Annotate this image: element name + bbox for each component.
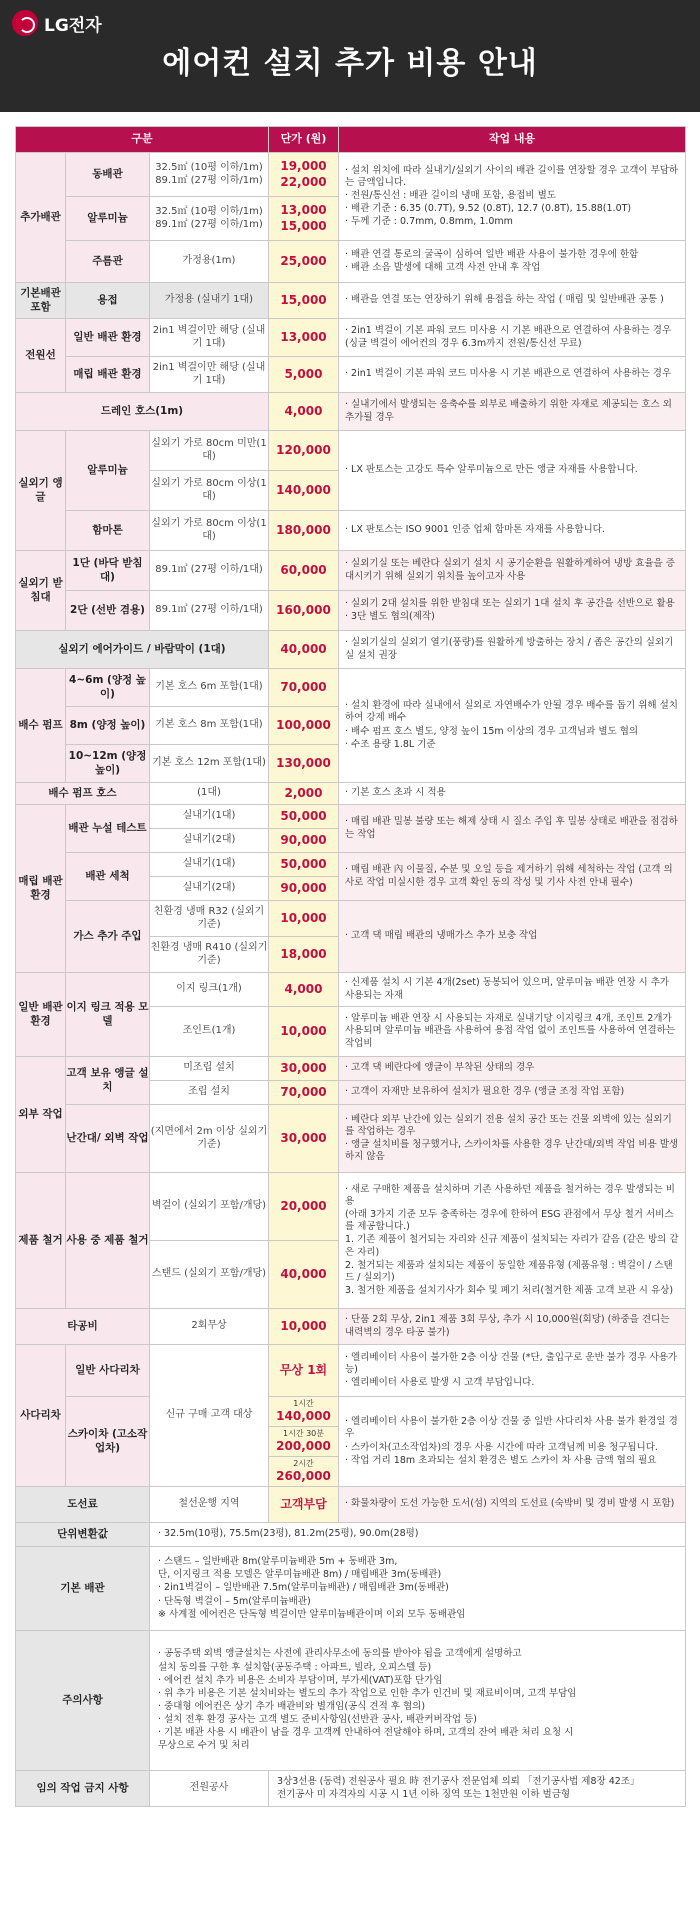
desc-line: · 앵글 설치비를 청구했거나, 스카이차를 사용한 경우 난간대/외벽 작업 비용 발생하지 않음	[345, 1139, 679, 1163]
price-cell: 50,000	[269, 805, 339, 829]
price-cell: 무상 1회	[269, 1345, 339, 1397]
desc-line: · 단독형 벽걸이 – 5m(알루미늄배관)	[158, 1595, 311, 1607]
desc-line: · 위 추가 비용은 기본 설치비와는 별도의 추가 작업으로 인한 추가 인건비 및 재료비이며, 고객 부담임	[158, 1687, 577, 1699]
desc-line: · 중대형 에어컨은 상기 추가 배관비와 별개임(공식 견적 후 협의)	[158, 1701, 426, 1712]
group-label: 실외기 앵글	[16, 431, 66, 551]
desc-cell	[339, 669, 686, 783]
spec-cell: 철선운행 지역	[150, 1487, 269, 1523]
desc-cell: · 알루미늄 배관 연장 시 사용되는 자재로 실내기당 이지링크 4개, 조인트 2개가 사용되며 알루미늄 배관을 사용하여 용접 작업 없이 조인트를 사용하여 연결하는 작업비	[339, 1007, 686, 1057]
spec-cell: 2in1 벽걸이만 해당 (실내기 1대)	[150, 319, 269, 357]
spec-cell: 실내기(2대)	[150, 829, 269, 853]
item-label: 도선료	[16, 1487, 150, 1523]
spec-cell: 가정용(1m)	[150, 241, 269, 283]
spec-cell: 조립 설치	[150, 1081, 269, 1105]
price-cell: 15,000	[269, 283, 339, 319]
spec-cell: 89.1㎡ (27평 이하/1대)	[150, 551, 269, 591]
desc-line: · 설치 전후 환경 공사는 고객 별도 준비사항임(선반관 공사, 배관커버작업 등)	[158, 1714, 477, 1726]
desc-cell: · 2in1 벽걸이 기본 파워 코드 미사용 시 기본 배관으로 연결하여 사용하는 경우	[339, 357, 686, 393]
table-row	[16, 1771, 686, 1807]
table-row	[16, 319, 686, 357]
desc-line: · 배관 연결 통로의 굴곡이 심하여 일반 배관 사용이 불가한 경우에 한함	[345, 248, 639, 260]
desc-cell: · 단품 2회 무상, 2in1 제품 3회 무상, 추가 시 10,000원(회당) (하중을 견디는 내력벽의 경우 타공 불가)	[339, 1309, 686, 1345]
price-line: 140,000	[276, 1408, 331, 1423]
header-category: 구분	[16, 127, 269, 153]
sub-label: 난간대/ 외벽 작업	[66, 1105, 150, 1173]
sub-label: 고객 보유 앵글 설치	[66, 1057, 150, 1105]
desc-cell: · 배관을 연결 또는 연장하기 위해 용접을 하는 작업 ( 매립 및 일반배관 공통 )	[339, 283, 686, 319]
desc-line: · 엘리베이터 사용로 발생 시 고객 부담입니다.	[345, 1377, 535, 1389]
price-cell	[269, 197, 339, 241]
full-desc: · 32.5m(10평), 75.5m(23평), 81.2m(25평), 90.0m(28평)	[150, 1523, 686, 1547]
desc-cell: · 신제품 설치 시 기본 4개(2set) 동봉되어 있으며, 알루미늄 배관 연장 시 추가 사용되는 자재	[339, 973, 686, 1007]
lg-logo	[12, 10, 102, 36]
desc-line: 3. 철거한 제품을 설치기사가 회수 및 폐기 처리(철거한 제품 고객 보관 시 유상)	[345, 1285, 674, 1297]
desc-line: · 엘리베이터 사용이 불가한 2층 이상 건물 (*단, 출입구로 운반 불가 경우 사용가능)	[345, 1351, 678, 1375]
sub-label: 배수 펌프 호스	[16, 783, 150, 805]
desc-line: · 전원/통신선 : 배관 길이의 냉매 포함, 용접비 별도	[345, 189, 556, 201]
desc-line: · 베란다 외부 난간에 있는 실외기 전용 설치 공간 또는 건물 외벽에 있는 실외기를 작업하는 경우	[345, 1113, 672, 1137]
spec-cell: 미조립 설치	[150, 1057, 269, 1081]
table-row	[16, 853, 686, 877]
price-cell: 4,000	[269, 973, 339, 1007]
price-cell: 30,000	[269, 1057, 339, 1081]
price-line: 19,000	[280, 159, 327, 174]
table-row	[16, 973, 686, 1007]
table-row	[16, 1057, 686, 1081]
sub-label: 2단 (선반 겸용)	[66, 591, 150, 631]
price-cell	[269, 1457, 339, 1487]
group-label: 일반 배관 환경	[16, 973, 66, 1057]
desc-cell: · 고객 댁 매립 배관의 냉매가스 추가 보충 작업	[339, 901, 686, 973]
sub-label: 이지 링크 적용 모델	[66, 973, 150, 1057]
brand-name: LG전자	[44, 15, 102, 36]
lg-logo-icon	[12, 10, 38, 36]
price-cell: 70,000	[269, 669, 339, 707]
price-cell: 10,000	[269, 1007, 339, 1057]
desc-line: · 배수 펌프 호스 별도, 양정 높이 15m 이상의 경우 고객님과 별도 협의	[345, 725, 639, 737]
spec-cell: 2회무상	[150, 1309, 269, 1345]
spec-cell: 2in1 벽걸이만 해당 (실내기 1대)	[150, 357, 269, 393]
desc-line: (아래 3가지 기준 모두 충족하는 경우에 한하여 ESG 관점에서 무상 철거 서비스를 제공합니다.)	[345, 1209, 674, 1233]
desc-line: 3상3선용 (동력) 전원공사 필요 時 전기공사 전문업체 의뢰 「전기공사법 제8장 42조」	[277, 1776, 640, 1787]
price-cell: 140,000	[269, 471, 339, 511]
desc-line: 단, 이지링크 적용 모델은 알루미늄배관 8m) / 매립배관 3m(동배관)	[158, 1569, 442, 1581]
table-row	[16, 393, 686, 431]
price-cell: 180,000	[269, 511, 339, 551]
price-line: 260,000	[276, 1468, 331, 1483]
desc-cell: · LX 판토스는 ISO 9001 인증 업체 함마톤 자재를 사용합니다.	[339, 511, 686, 551]
price-line: 22,000	[280, 174, 327, 189]
desc-line: · 엘리베이터 사용이 불가한 2층 이상 건물 중 일반 사다리차 사용 불가 환경일 경우	[345, 1416, 678, 1440]
desc-cell: · 고객이 자재만 보유하여 설치가 필요한 경우 (앵글 조정 작업 포함)	[339, 1081, 686, 1105]
table-row	[16, 631, 686, 669]
spec-cell: 실외기 가로 80cm 이상(1대)	[150, 511, 269, 551]
sub-label: 용접	[66, 283, 150, 319]
group-label: 제품 철거	[16, 1173, 66, 1309]
sub-label: 동배관	[66, 153, 150, 197]
sub-label: 일반 사다리차	[66, 1345, 150, 1397]
spec-cell: 신규 구매 고객 대상	[150, 1345, 269, 1487]
spec-cell: 기본 호스 12m 포함(1대)	[150, 745, 269, 783]
sub-label: 10~12m (양정 높이)	[66, 745, 150, 783]
table-row	[16, 1105, 686, 1173]
spec-cell: 89.1㎡ (27평 이하/1대)	[150, 591, 269, 631]
price-cell: 10,000	[269, 1309, 339, 1345]
time-label: 2시간	[293, 1458, 314, 1468]
desc-line: · 설치 위치에 따라 실내기/실외기 사이의 배관 길이를 연장할 경우 고객이 부담하는 금액입니다.	[345, 164, 679, 188]
spec-cell: 기본 호스 8m 포함(1대)	[150, 707, 269, 745]
group-label: 배수 펌프	[16, 669, 66, 783]
price-cell: 18,000	[269, 937, 339, 973]
spec-line: 32.5㎡ (10평 이하/1m)	[155, 205, 263, 217]
page-header	[0, 0, 700, 112]
table-header	[16, 127, 686, 153]
time-label: 1시간 30분	[283, 1428, 324, 1438]
sub-label: 주름관	[66, 241, 150, 283]
desc-cell: · 매립 배관 內 이물질, 수분 및 오일 등을 제거하기 위해 세척하는 작업 (고객 의사로 작업 미실시한 경우 고객 확인 동의 작성 및 기사 사전 안내 필수)	[339, 853, 686, 901]
price-cell	[269, 1427, 339, 1457]
spec-cell: 스탠드 (실외기 포함/개당)	[150, 1241, 269, 1309]
table-row	[16, 283, 686, 319]
table-row	[16, 669, 686, 707]
price-cell: 40,000	[269, 631, 339, 669]
desc-cell	[339, 153, 686, 241]
price-cell	[269, 1397, 339, 1427]
spec-cell: (지면에서 2m 이상 실외기 기준)	[150, 1105, 269, 1173]
spec-cell: 친환경 냉매 R32 (실외기 기준)	[150, 901, 269, 937]
spec-cell: 기본 호스 6m 포함(1대)	[150, 669, 269, 707]
table-row	[16, 1173, 686, 1241]
sub-label: 스카이차 (고소작업차)	[66, 1397, 150, 1487]
price-cell: 90,000	[269, 877, 339, 901]
item-label: 기본 배관	[16, 1547, 150, 1631]
price-cell: 20,000	[269, 1173, 339, 1241]
price-cell: 120,000	[269, 431, 339, 471]
table-row	[16, 1487, 686, 1523]
group-label: 추가배관	[16, 153, 66, 283]
desc-line: 전기공사 미 자격자의 시공 시 1년 이하 징역 또는 1천만원 이하 벌금형	[277, 1789, 571, 1801]
group-label: 실외기 받침대	[16, 551, 66, 631]
spec-cell	[150, 197, 269, 241]
sub-label: 함마톤	[66, 511, 150, 551]
table-row	[16, 591, 686, 631]
spec-cell: 실내기(2대)	[150, 877, 269, 901]
desc-line: · 에어컨 설치 추가 비용은 소비자 부담이며, 부가세(VAT)포함 단가임	[158, 1674, 443, 1686]
sub-label: 알루미늄	[66, 197, 150, 241]
desc-line: 2. 철거되는 제품과 설치되는 제품이 동일한 제품유형 (제품유형 : 벽걸이 / 스탠드 / 실외기)	[345, 1259, 673, 1283]
table-row	[16, 241, 686, 283]
spec-cell: 전원공사	[150, 1771, 269, 1807]
sub-label: 배관 누설 테스트	[66, 805, 150, 853]
price-cell: 160,000	[269, 591, 339, 631]
header-work: 작업 내용	[339, 127, 686, 153]
desc-cell: · 기본 호스 초과 시 적용	[339, 783, 686, 805]
table-row	[16, 153, 686, 197]
desc-line: · 실외기 2대 설치를 위한 받침대 또는 실외기 1대 설치 후 공간을 선반으로 활용	[345, 597, 675, 609]
spec-cell: 벽걸이 (실외기 포함/개당)	[150, 1173, 269, 1241]
desc-cell	[339, 1397, 686, 1487]
desc-cell: · LX 판토스는 고강도 특수 알루미늄으로 만든 앵글 자재를 사용합니다.	[339, 431, 686, 511]
price-cell: 90,000	[269, 829, 339, 853]
price-cell	[269, 153, 339, 197]
desc-line: 설치 동의를 구한 후 설치함(공동주택 : 아파트, 빌라, 오피스텔 등)	[158, 1661, 432, 1673]
sub-label: 사용 중 제품 철거	[66, 1173, 150, 1309]
group-label: 전원선	[16, 319, 66, 393]
sub-label: 1단 (바닥 받침대)	[66, 551, 150, 591]
table-row	[16, 1397, 686, 1427]
item-label: 주의사항	[16, 1631, 150, 1771]
desc-line: · 3단 별도 협의(제작)	[345, 611, 435, 622]
spec-cell: 가정용 (실내기 1대)	[150, 283, 269, 319]
desc-line: · 스카이차(고소작업차)의 경우 사용 시간에 따라 고객님께 비용 청구됩니다.	[345, 1441, 658, 1453]
sub-label: 가스 추가 주입	[66, 901, 150, 973]
sub-label: 배관 세척	[66, 853, 150, 901]
desc-cell	[339, 1345, 686, 1397]
item-label: 타공비	[16, 1309, 150, 1345]
time-label: 1시간	[293, 1398, 314, 1408]
spec-cell	[150, 153, 269, 197]
desc-line: · 배관 소음 발생에 대해 고객 사전 안내 후 작업	[345, 262, 541, 273]
desc-cell: · 화물차량이 도선 가능한 도서(섬) 지역의 도선료 (숙박비 및 경비 발생 시 포함)	[339, 1487, 686, 1523]
desc-cell: · 매립 배관 밀봉 불량 또는 해제 상태 시 질소 주입 후 밀봉 상태로 배관을 점검하는 작업	[339, 805, 686, 853]
item-label: 임의 작업 금지 사항	[16, 1771, 150, 1807]
table-row	[16, 1309, 686, 1345]
desc-line: · 두께 기준 : 0.7mm, 0.8mm, 1.0mm	[345, 216, 513, 228]
price-cell: 40,000	[269, 1241, 339, 1309]
price-cell: 13,000	[269, 319, 339, 357]
spec-cell: 실내기(1대)	[150, 853, 269, 877]
price-cell: 130,000	[269, 745, 339, 783]
desc-line: 무상으로 수거 및 처리	[158, 1740, 250, 1752]
spec-cell: 이지 링크(1개)	[150, 973, 269, 1007]
spec-cell: 조인트(1개)	[150, 1007, 269, 1057]
price-cell: 2,000	[269, 783, 339, 805]
page-title: 에어컨 설치 추가 비용 안내	[162, 46, 538, 81]
desc-line: · 공동주택 외벽 앵글설치는 사전에 관리사무소에 동의를 받아야 됨을 고객에게 설명하고	[158, 1648, 522, 1660]
price-cell: 70,000	[269, 1081, 339, 1105]
price-table-wrap	[15, 126, 685, 1807]
table-row	[16, 1345, 686, 1397]
item-label: 단위변환값	[16, 1523, 150, 1547]
price-cell: 100,000	[269, 707, 339, 745]
item-label: 드레인 호스(1m)	[16, 393, 269, 431]
group-label: 외부 작업	[16, 1057, 66, 1173]
group-label: 기본배관 포함	[16, 283, 66, 319]
desc-line: 1. 기존 제품이 철거되는 자리와 신규 제품이 설치되는 자리가 같음 (같은 방의 같은 자리)	[345, 1234, 679, 1258]
desc-line: · 작업 거리 18m 초과되는 설치 환경은 별도 스카이 차 사용 금액 협의 필요	[345, 1454, 657, 1466]
table-row	[16, 511, 686, 551]
price-cell: 50,000	[269, 853, 339, 877]
sub-label: 매립 배관 환경	[66, 357, 150, 393]
table-row	[16, 551, 686, 591]
sub-label: 8m (양정 높이)	[66, 707, 150, 745]
price-cell: 60,000	[269, 551, 339, 591]
desc-line: · 수조 용량 1.8L 기준	[345, 738, 436, 750]
price-cell: 10,000	[269, 901, 339, 937]
desc-cell: · 고객 댁 베란다에 앵글이 부착된 상태의 경우	[339, 1057, 686, 1081]
desc-line: · 기본 배관 사용 시 배관이 남을 경우 고객께 안내하여 전달해야 하며, 고객의 잔여 배관 처리 요청 시	[158, 1727, 574, 1739]
price-cell: 5,000	[269, 357, 339, 393]
table-row	[16, 431, 686, 471]
table-row	[16, 1631, 686, 1771]
price-cell: 30,000	[269, 1105, 339, 1173]
desc-line: · 스탠드 – 일반배관 8m(알루미늄배관 5m + 동배관 3m,	[158, 1556, 398, 1568]
group-label: 사다리차	[16, 1345, 66, 1487]
full-desc	[150, 1547, 686, 1631]
spec-cell: 실내기(1대)	[150, 805, 269, 829]
spec-cell: 실외기 가로 80cm 이상(1대)	[150, 471, 269, 511]
desc-cell: · 실내기에서 발생되는 응축수를 외부로 배출하기 위한 자재로 제공되는 호스 외 추가될 경우	[339, 393, 686, 431]
spec-line: 32.5㎡ (10평 이하/1m)	[155, 161, 263, 173]
desc-line: · 배관 기준 : 6.35 (0.7T), 9.52 (0.8T), 12.7 (0.8T), 15.88(1.0T)	[345, 203, 632, 215]
sub-label: 알루미늄	[66, 431, 150, 511]
price-line: 13,000	[280, 203, 327, 218]
desc-cell	[339, 591, 686, 631]
desc-line: ※ 사계절 에어컨은 단독형 벽걸이만 알루미늄배관이며 이외 모두 동배관임	[158, 1608, 466, 1620]
price-cell: 고객부담	[269, 1487, 339, 1523]
price-cell: 4,000	[269, 393, 339, 431]
desc-cell	[339, 1105, 686, 1173]
table-row	[16, 1523, 686, 1547]
desc-line: · 새로 구매한 제품을 설치하며 기존 사용하던 제품을 철거하는 경우 발생되는 비용	[345, 1183, 675, 1207]
spec-cell: 실외기 가로 80cm 미만(1대)	[150, 431, 269, 471]
desc-cell: · 실외기실 또는 베란다 실외기 설치 시 공기순환을 원활하게하여 냉방 효율을 증대시키기 위해 실외기 위치를 높이고자 사용	[339, 551, 686, 591]
spec-line: 89.1㎡ (27평 이하/1m)	[155, 218, 263, 230]
desc-line: · 설치 환경에 따라 실내에서 실외로 자연배수가 안될 경우 배수를 돕기 위해 설치하여 강제 배수	[345, 700, 678, 724]
desc-cell	[339, 241, 686, 283]
table-row	[16, 357, 686, 393]
price-line: 15,000	[280, 218, 327, 233]
table-row	[16, 783, 686, 805]
full-desc	[150, 1631, 686, 1771]
desc-cell	[339, 1173, 686, 1309]
spec-cell: (1대)	[150, 783, 269, 805]
spec-line: 89.1㎡ (27평 이하/1m)	[155, 174, 263, 186]
desc-line: · 2in1벽걸이 – 일반배관 7.5m(알루미늄배관) / 매립배관 3m(동배관)	[158, 1582, 449, 1594]
table-row	[16, 805, 686, 829]
sub-label: 4~6m (양정 높이)	[66, 669, 150, 707]
group-label: 매립 배관 환경	[16, 805, 66, 973]
header-price: 단가 (원)	[269, 127, 339, 153]
sub-label: 일반 배관 환경	[66, 319, 150, 357]
item-label: 실외기 에어가이드 / 바람막이 (1대)	[16, 631, 269, 669]
desc-cell: · 2in1 벽걸이 기본 파워 코드 미사용 시 기본 배관으로 연결하여 사용하는 경우 (싱글 벽걸이 에어컨의 경우 6.3m까지 전원/통신선 무료)	[339, 319, 686, 357]
desc-cell: · 실외기실의 실외기 열기(풍량)를 원활하게 방출하는 장치 / 좁은 공간의 실외기실 설치 권장	[339, 631, 686, 669]
price-line: 200,000	[276, 1438, 331, 1453]
price-table	[15, 126, 686, 1807]
full-desc	[269, 1771, 686, 1807]
table-row	[16, 1547, 686, 1631]
table-row	[16, 901, 686, 937]
price-cell: 25,000	[269, 241, 339, 283]
spec-cell: 친환경 냉매 R410 (실외기 기준)	[150, 937, 269, 973]
